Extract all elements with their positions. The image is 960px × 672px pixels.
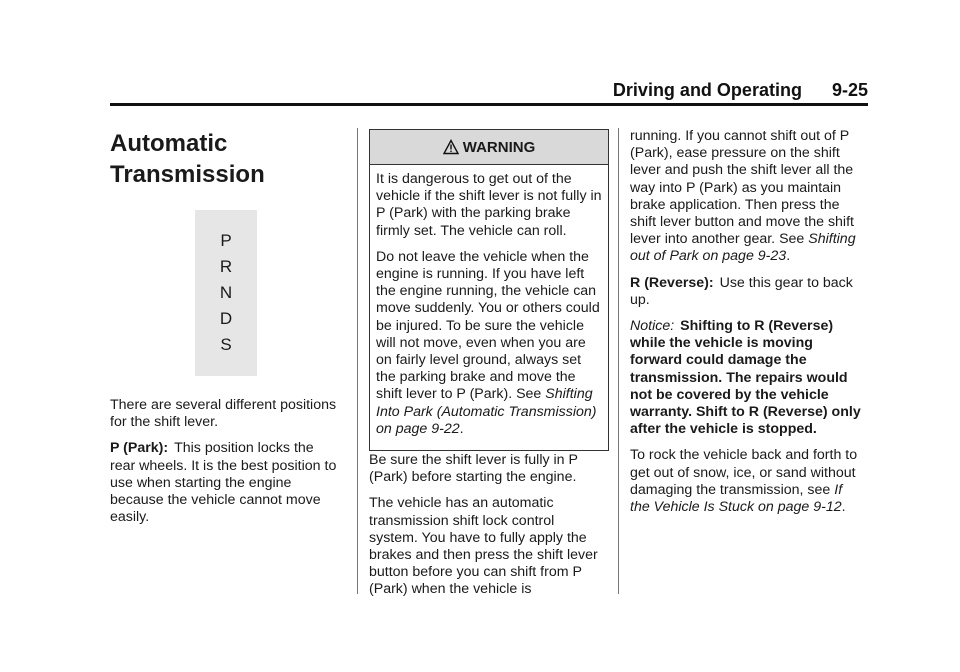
warning-paragraph-1: It is dangerous to get out of the vehicle if the shift lever is not fully in P (Park) with the parking brake firmly set. The vehicle can roll. [376,171,602,239]
rocking-paragraph [630,447,862,516]
warning-body [370,165,608,450]
park-label: P (Park): [110,440,169,457]
shift-lock-paragraph: The vehicle has an automatic transmission shift lock control system. You have to fully apply the brakes and then press the shift lever button before you can shift from P (Park) when the vehicle is [369,495,598,598]
warning-paragraph-2 [376,249,602,438]
column-1-body [110,397,342,535]
column-divider-1 [357,128,358,594]
gear-d: D [219,309,233,328]
warning-header [370,130,608,165]
reverse-label: R (Reverse): [630,274,714,291]
gear-r: R [219,257,233,276]
notice-paragraph [630,318,862,438]
gear-p: P [220,231,232,250]
running-header [613,80,868,101]
rocking-end: . [841,499,846,516]
warning-box [369,129,609,451]
column-3-body [630,128,862,525]
gear-n: N [219,283,233,302]
section-title-line-1: Automatic [110,130,228,157]
cross-reference: If the Vehicle Is Stuck on page 9-12 [630,481,843,516]
warning-paragraph-2-text: Do not leave the vehicle when the engine is running. If you have left the engine running, the vehicle can move suddenly. You or others could be injured. To be sure the vehicle will not move, even when you are on fairly level ground, always set the parking brake and move the shift lever to P (Park). See [376,248,600,403]
reverse-text: Use this gear to back up. [630,274,853,308]
section-title [110,128,340,190]
notice-text: Shifting to R (Reverse) while the vehicle is moving forward could damage the transmission. The repairs would not be covered by the vehicle warranty. Shift to R (Reverse) only after the vehicle is stopped. [630,318,861,438]
notice-label: Notice: [630,318,675,335]
warning-title: WARNING [462,138,536,156]
header-rule [110,103,868,106]
column-divider-2 [618,128,619,594]
park-text: This position locks the rear wheels. It is the best position to use when starting the engine because the vehicle cannot move easily. [110,440,337,526]
header-section-title: Driving and Operating [612,80,802,100]
warning-paragraph-2-end: . [459,420,464,437]
gear-indicator-illustration [195,210,257,376]
continued-text: running. If you cannot shift out of P (Park), ease pressure on the shift lever and push the shift lever all the way into P (Park) as you maintain brake application. Then press the shift lever button and move the shift lever into another gear. See [630,128,854,248]
lever-paragraph: Be sure the shift lever is fully in P (Park) before starting the engine. [369,452,578,486]
gear-s: S [220,335,232,354]
section-title-line-2: Transmission [110,161,265,188]
park-paragraph [110,440,342,526]
reverse-paragraph [630,275,862,309]
warning-icon [443,139,459,155]
intro-paragraph: There are several different positions for the shift lever. [110,397,337,431]
cross-reference: Shifting Into Park (Automatic Transmission) on page 9-22 [376,386,597,437]
cross-reference: Shifting out of Park on page 9-23 [630,231,856,265]
column-2-body [369,452,601,608]
rocking-text: To rock the vehicle back and forth to get out of snow, ice, or sand without damaging the transmission, see [630,447,858,498]
continued-end: . [786,248,791,265]
continued-paragraph [630,128,862,266]
page-number: 9-25 [831,80,868,100]
